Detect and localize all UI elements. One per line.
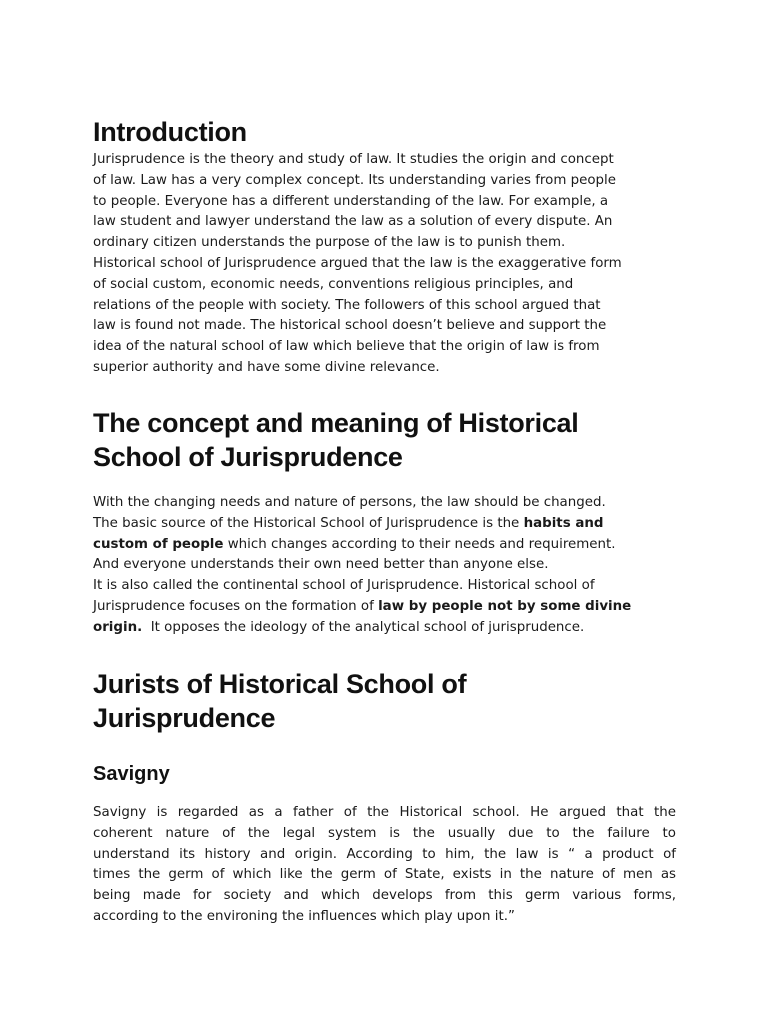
text-line: Savigny is regarded as a father of the Historical school. He argued that the	[93, 805, 676, 820]
text-line: superior authority and have some divine relevance.	[93, 359, 440, 375]
savigny-heading: Savigny	[93, 763, 170, 785]
text-line: being made for society and which develops from this germ various forms,	[93, 888, 676, 904]
text-line: law student and lawyer understand the law as a solution of every dispute. An	[93, 214, 613, 230]
text-line: times the germ of which like the germ of State, exists in the nature of men as	[93, 867, 676, 883]
text-line	[93, 535, 676, 556]
text-run: which changes according to their needs and requirement.	[223, 536, 616, 552]
concept-heading	[93, 406, 578, 474]
text-line: And everyone understands their own need better than anyone else.	[93, 557, 549, 573]
text-line: ordinary citizen understands the purpose of the law is to punish them.	[93, 235, 566, 251]
text-run: The basic source of the Historical School of Jurisprudence is the	[93, 515, 524, 531]
text-line	[93, 618, 676, 639]
concept-paragraph	[93, 493, 676, 639]
savigny-paragraph	[93, 803, 676, 928]
introduction-heading: Introduction	[93, 117, 247, 147]
heading-line: The concept and meaning of Historical	[93, 408, 579, 438]
heading-line: Jurists of Historical School of	[93, 669, 467, 699]
text-line: to people. Everyone has a different understanding of the law. For example, a	[93, 193, 609, 209]
text-line: relations of the people with society. The followers of this school argued that	[93, 297, 601, 313]
text-line: coherent nature of the legal system is the usually due to the failure to	[93, 825, 676, 841]
bold-text: origin.	[93, 619, 143, 635]
text-line: Jurisprudence is the theory and study of law. It studies the origin and concept	[93, 152, 614, 167]
bold-text: custom of people	[93, 536, 224, 552]
text-line: With the changing needs and nature of persons, the law should be changed.	[93, 495, 606, 510]
heading-line: Jurisprudence	[93, 703, 276, 733]
text-line: according to the environing the influences which play upon it.”	[93, 908, 515, 924]
text-line: idea of the natural school of law which believe that the origin of law is from	[93, 339, 600, 355]
bold-text: habits and	[523, 515, 604, 531]
text-line: of law. Law has a very complex concept. Its understanding varies from people	[93, 172, 617, 188]
text-line	[93, 514, 676, 535]
text-run: Jurisprudence focuses on the formation of	[93, 598, 379, 614]
heading-line: School of Jurisprudence	[93, 442, 403, 472]
text-line: of social custom, economic needs, conventions religious principles, and	[93, 276, 574, 292]
bold-text: law by people not by some divine	[378, 598, 632, 614]
text-line: It is also called the continental school of Jurisprudence. Historical school of	[93, 578, 595, 594]
text-line: law is found not made. The historical school doesn’t believe and support the	[93, 318, 607, 334]
text-line: Historical school of Jurisprudence argued that the law is the exaggerative form	[93, 255, 622, 271]
introduction-paragraph	[93, 150, 676, 379]
text-run: It opposes the ideology of the analytical school of jurisprudence.	[142, 619, 585, 635]
text-line: understand its history and origin. According to him, the law is “ a product of	[93, 846, 676, 862]
text-line	[93, 597, 676, 618]
jurists-heading	[93, 667, 466, 735]
